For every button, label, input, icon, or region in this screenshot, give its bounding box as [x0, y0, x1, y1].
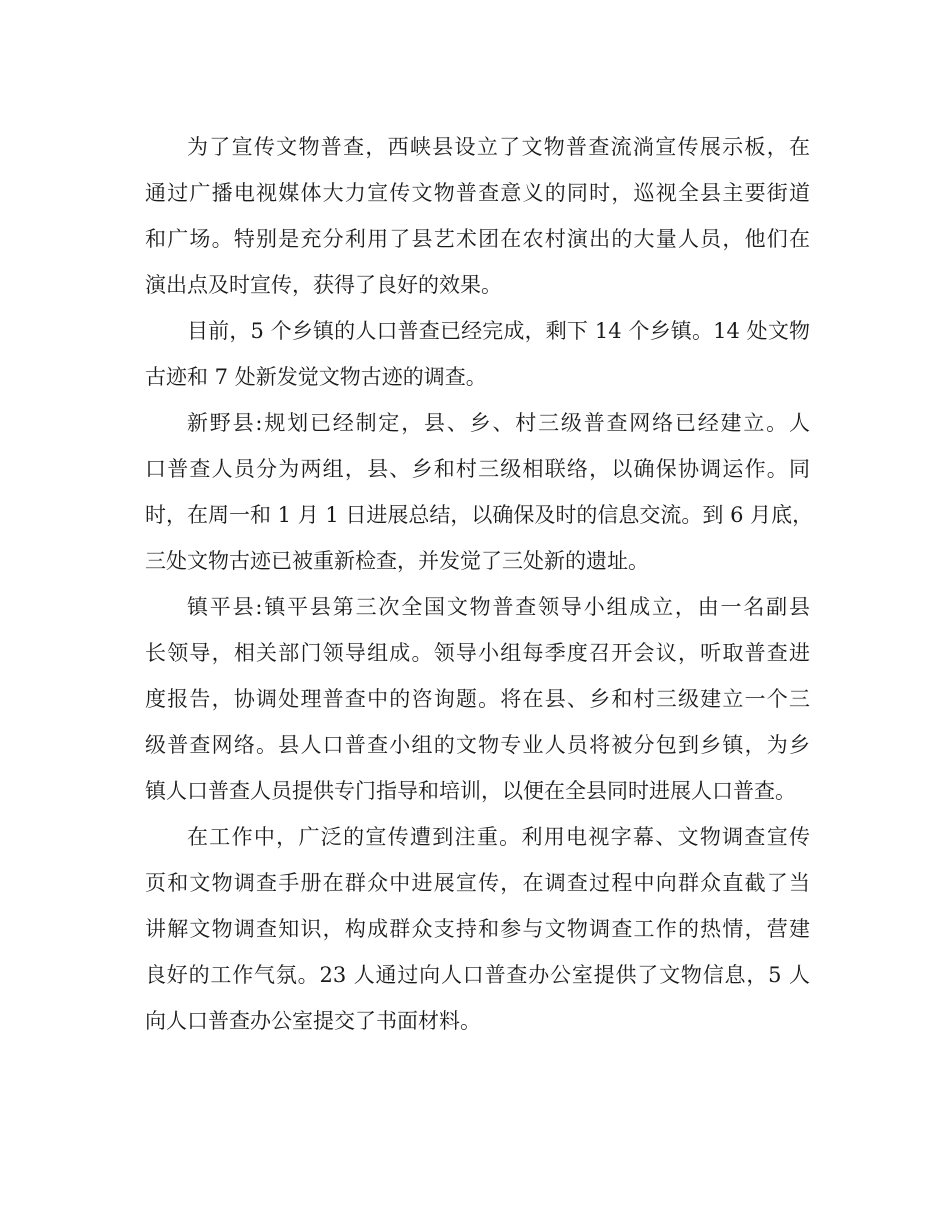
paragraph-progress	[145, 308, 810, 400]
text-line: 镇平县:镇平县第三次全国文物普查领导小组成立，由一名副县	[187, 595, 810, 619]
paragraph-publicity-xixia	[145, 124, 810, 308]
text-line: 在工作中，广泛的宣传遭到注重。利用电视字幕、文物调查宣传	[187, 825, 810, 849]
document-body	[145, 124, 814, 1044]
text-line: 为了宣传文物普查，西峡县设立了文物普查流淌宣传展示板，在	[187, 135, 810, 159]
paragraph-xinye-county	[145, 400, 814, 584]
paragraph-zhenping-county	[145, 584, 810, 814]
text-line: 页和文物调查手册在群众中进展宣传，在调查过程中向群众直截了当	[145, 871, 810, 895]
text-line: 度报告，协调处理普查中的咨询题。将在县、乡和村三级建立一个三	[145, 687, 810, 711]
text-line: 口普查人员分为两组，县、乡和村三级相联络，以确保协调运作。同	[145, 457, 810, 481]
text-line: 和广场。特别是充分利用了县艺术团在农村演出的大量人员，他们在	[145, 227, 810, 251]
text-line: 级普查网络。县人口普查小组的文物专业人员将被分包到乡镇，为乡	[145, 733, 810, 757]
text-line: 长领导，相关部门领导组成。领导小组每季度召开会议，听取普查进	[145, 641, 810, 665]
text-line: 古迹和 7 处新发觉文物古迹的调查。	[145, 365, 487, 389]
text-line: 演出点及时宣传，获得了良好的效果。	[145, 273, 502, 297]
text-line: 向人口普查办公室提交了书面材料。	[145, 1009, 481, 1033]
paragraph-publicity-work	[145, 814, 810, 1044]
text-line: 镇人口普查人员提供专门指导和培训，以便在全县同时进展人口普查。	[145, 779, 796, 803]
text-line: 通过广播电视媒体大力宣传文物普查意义的同时，巡视全县主要街道	[145, 181, 810, 205]
text-line: 三处文物古迹已被重新检查，并发觉了三处新的遗址。	[145, 549, 649, 573]
text-line: 讲解文物调查知识，构成群众支持和参与文物调查工作的热情，营建	[145, 917, 810, 941]
text-line: 时，在周一和 1 月 1 日进展总结，以确保及时的信息交流。到 6 月底，	[145, 503, 814, 527]
text-line: 目前，5 个乡镇的人口普查已经完成，剩下 14 个乡镇。14 处文物	[187, 319, 810, 343]
text-line: 新野县:规划已经制定，县、乡、村三级普查网络已经建立。人	[187, 411, 810, 435]
text-line: 良好的工作气氛。23 人通过向人口普查办公室提供了文物信息，5 人	[145, 963, 810, 987]
